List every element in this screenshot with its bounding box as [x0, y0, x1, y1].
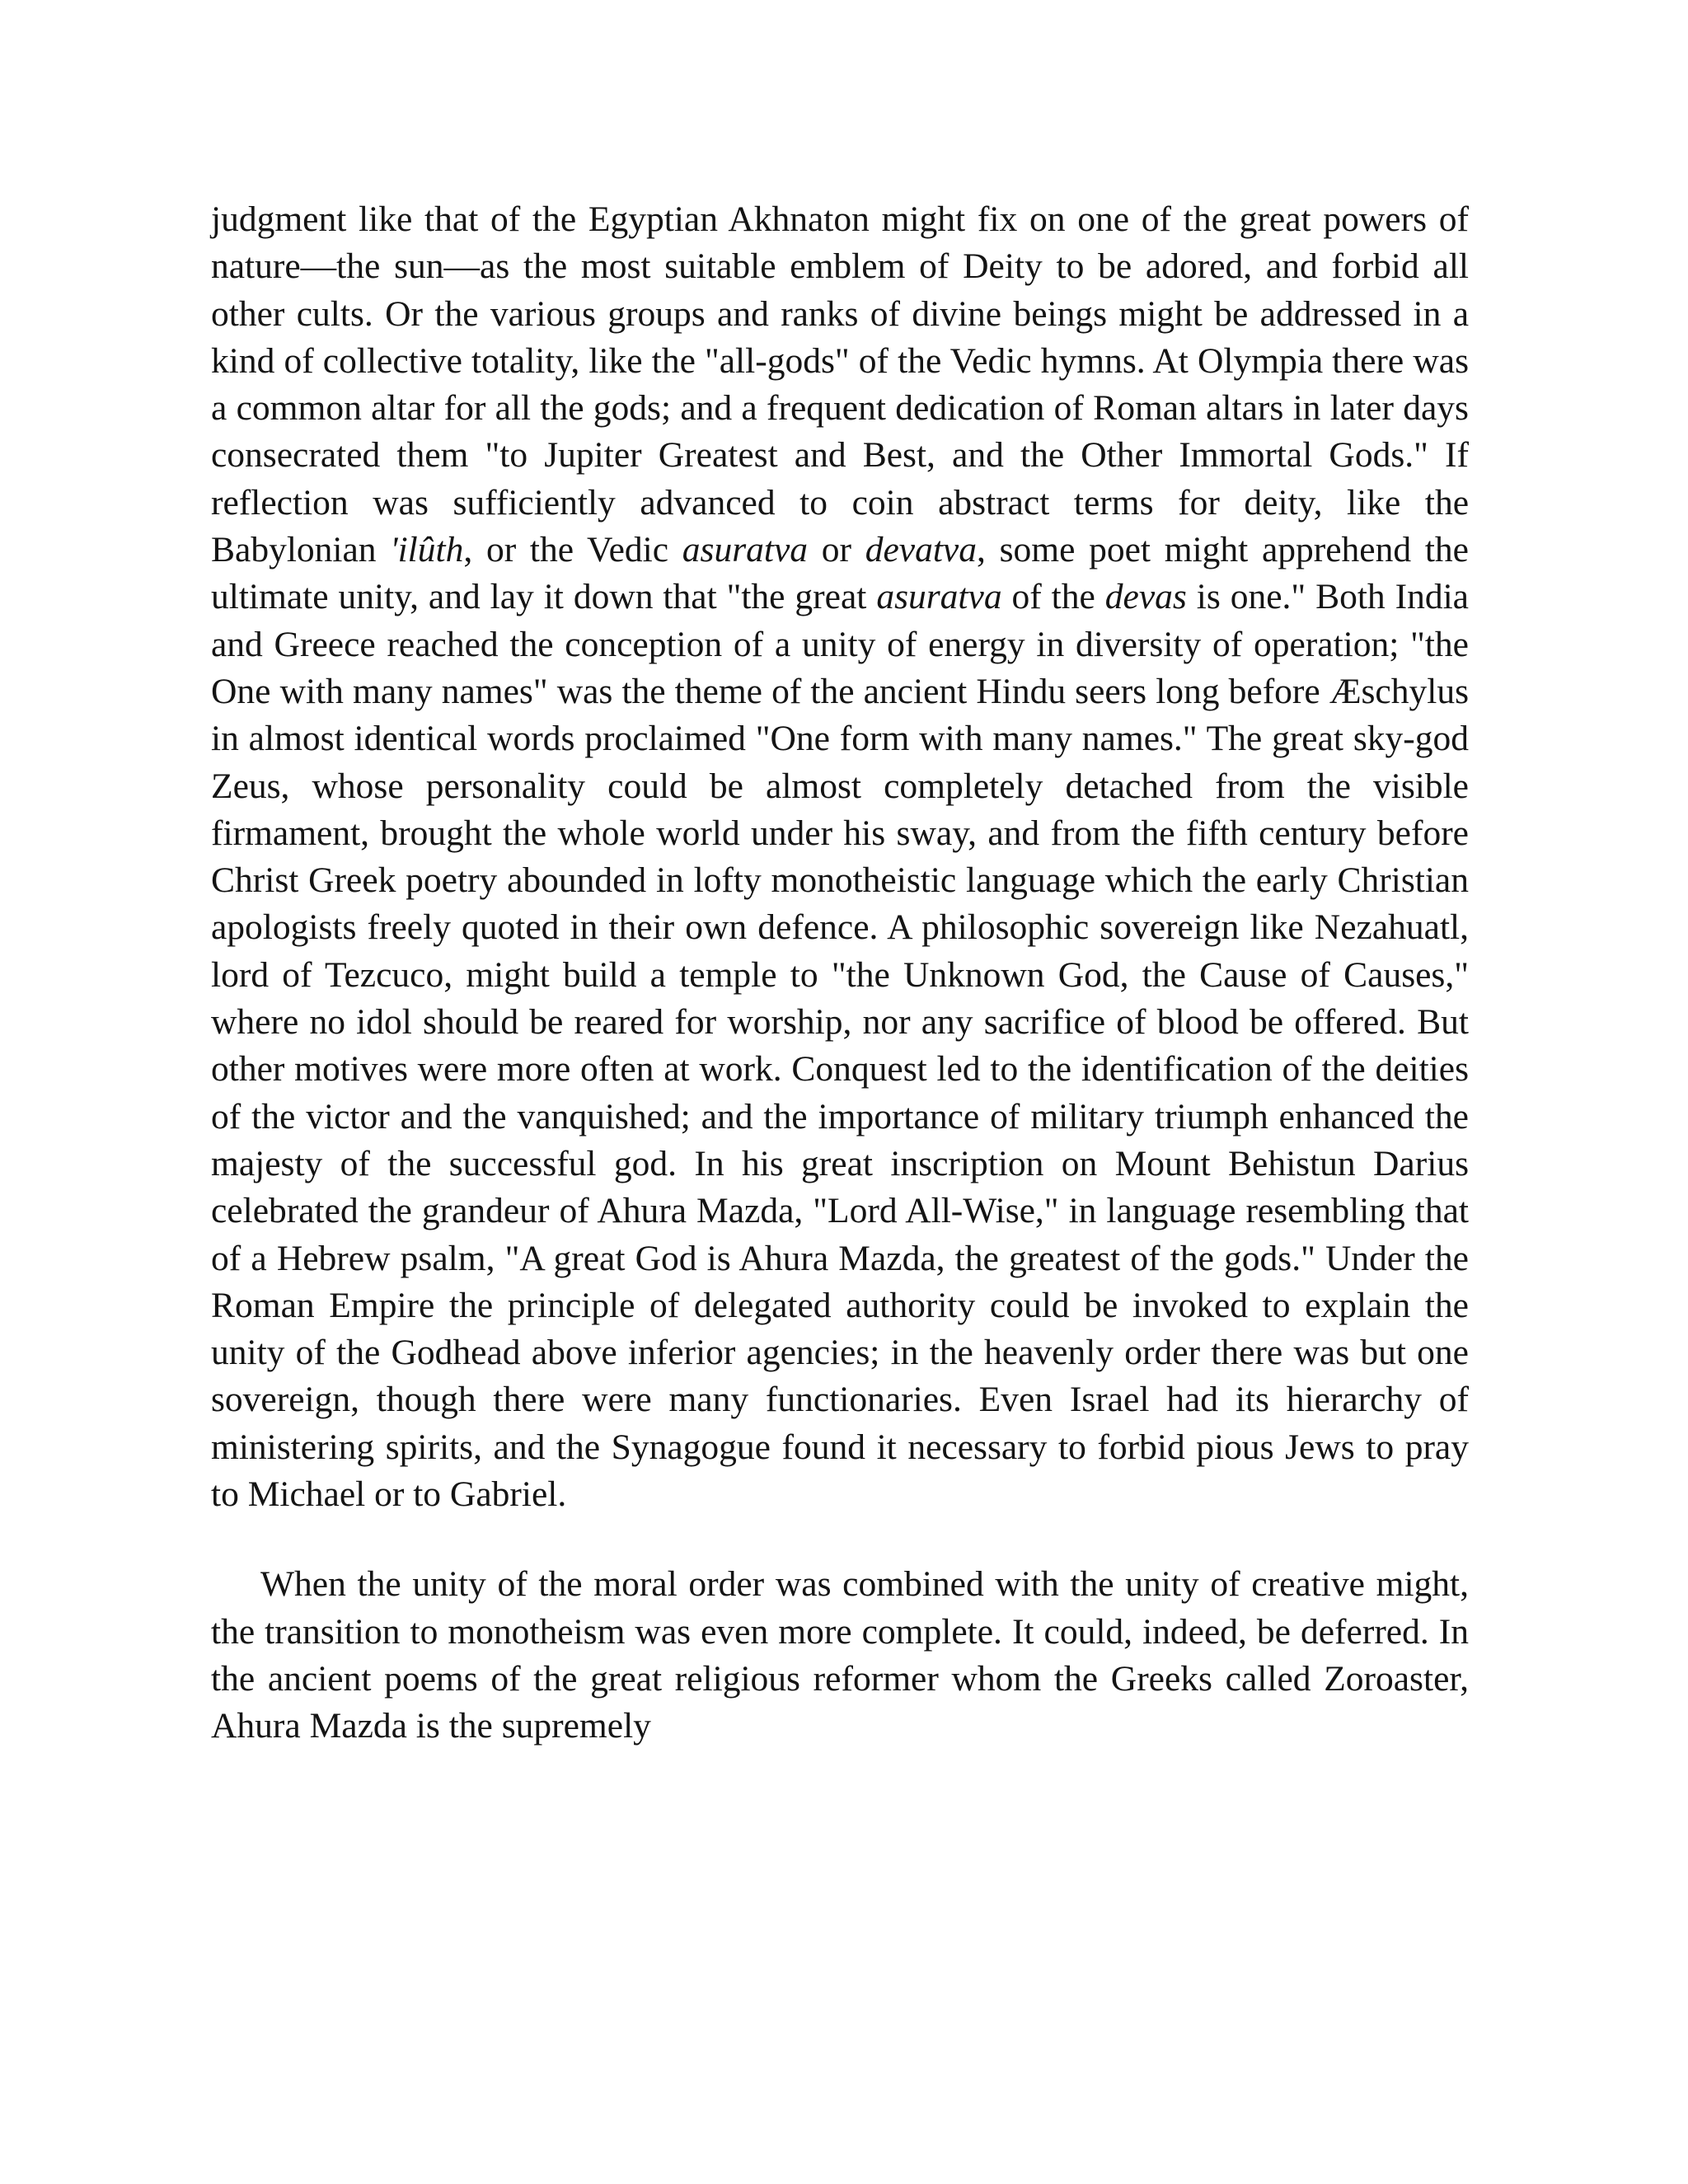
body-text: [211, 196, 1469, 1750]
paragraph: [211, 196, 1469, 1518]
italic-term: asuratva: [876, 577, 1002, 617]
text-run: judgment like that of the Egyptian Akhnaton might fix on one of the great powers of nature—the sun—as the most suitable emblem of Deity to be adored, and forbid all other cults. Or the various groups and ranks of divine beings might be addressed in a kind of collective totality, like the "all-gods" of the Vedic hymns. At Olympia there was a common altar for all the gods; and a frequent dedication of Roman altars in later days consecrated them "to Jupiter Greatest and Best, and the Other Immortal Gods." If reflection was sufficiently advanced to coin abstract terms for deity, like the Babylonian: [211, 199, 1469, 570]
italic-term: devas: [1104, 577, 1187, 617]
italic-term: 'ilûth: [390, 530, 464, 570]
paragraph: [211, 1561, 1469, 1750]
text-run: of the: [1001, 577, 1105, 617]
text-run: is one." Both India and Greece reached the conception of a unity of energy in diversity of operation; "the One with many names" was the theme of the ancient Hindu seers long before Æschylus in almost identical words proclaimed "One form with many names." The great sky-god Zeus, whose personality could be almost completely detached from the visible firmament, brought the whole world under his sway, and from the fifth century before Christ Greek poetry abounded in lofty monotheistic language which the early Christian apologists freely quoted in their own defence. A philosophic sovereign like Nezahuatl, lord of Tezcuco, might build a temple to "the Unknown God, the Cause of Causes," where no idol should be reared for worship, nor any sacrifice of blood be offered. But other motives were more often at work. Conquest led to the identification of the deities of the victor and the vanquished; and the importance of military triumph enhanced the majesty of the successful god. In his great inscription on Mount Behistun Darius celebrated the grandeur of Ahura Mazda, "Lord All-Wise," in language resembling that of a Hebrew psalm, "A great God is Ahura Mazda, the greatest of the gods." Under the Roman Empire the principle of delegated authority could be invoked to explain the unity of the Godhead above inferior agencies; in the heavenly order there was but one sovereign, though there were many functionaries. Even Israel had its hierarchy of ministering spirits, and the Synagogue found it necessary to forbid pious Jews to pray to Michael or to Gabriel.: [211, 577, 1469, 1515]
text-run: , some poet might apprehend the ultimate unity, and lay it down that "the great: [211, 530, 1469, 617]
text-run: , or the Vedic: [463, 530, 682, 570]
italic-term: asuratva: [682, 530, 809, 570]
italic-term: devatva: [865, 530, 977, 570]
text-run: When the unity of the moral order was combined with the unity of creative might, the transition to monotheism was even more complete. It could, indeed, be deferred. In the ancient poems of the great religious reformer whom the Greeks called Zoroaster, Ahura Mazda is the supremely: [211, 1564, 1469, 1746]
text-run: or: [808, 530, 865, 570]
